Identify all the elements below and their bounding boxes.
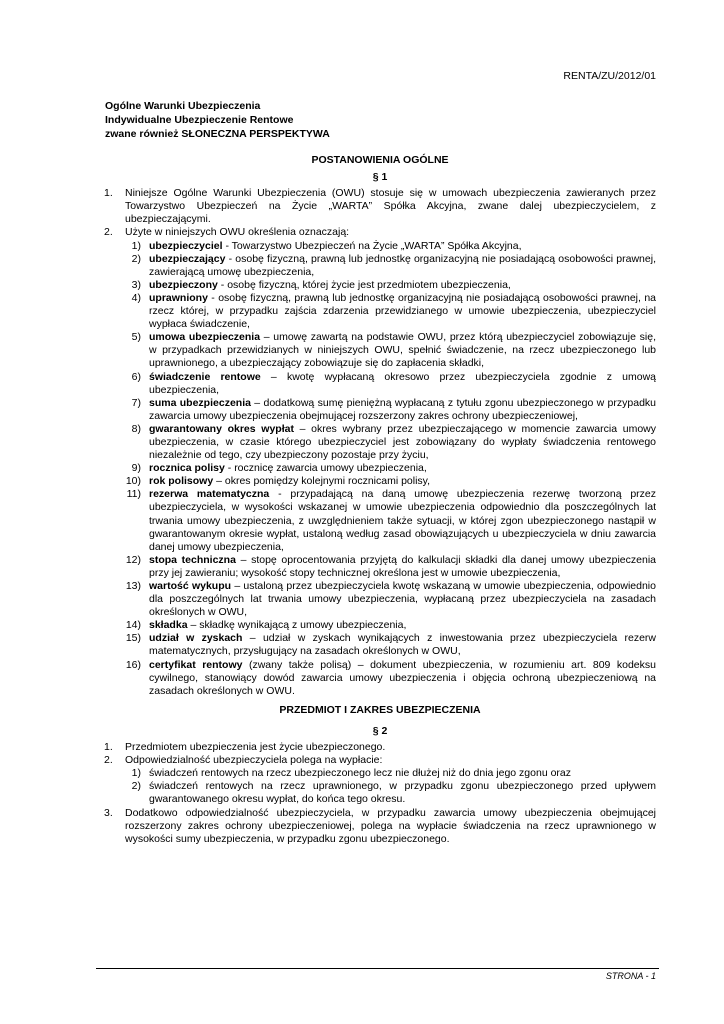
definition-number: 6) <box>131 370 141 383</box>
document-header <box>105 99 330 141</box>
definition-item <box>125 488 656 553</box>
document-body <box>104 154 656 846</box>
definition-number: 8) <box>131 422 141 435</box>
definition-text: - rocznicę zawarcia umowy ubezpieczenia, <box>224 462 427 475</box>
definition-term: uprawniony <box>149 291 208 304</box>
clause-text: Dodatkowo odpowiedzialność ubezpieczyciela, w przypadku zawarcia umowy ubezpieczenia obejmującej rozszerzony zakres ochrony ubezpieczeniowej, polega na wypłacie świadczenia na rzecz uprawnionego w wysokości sumy ubezpieczenia, w przypadku zgonu ubezpieczonego. <box>125 806 656 845</box>
definition-term: suma ubezpieczenia <box>149 396 251 409</box>
footer-divider <box>96 968 659 969</box>
paragraph-mark: § 2 <box>372 724 388 737</box>
definition-item <box>125 331 656 370</box>
definition-text: - osobę fizyczną, prawną lub jednostkę organizacyjną nie posiadającą osobowości prawnej, zawierającą umowę ubezpieczenia, <box>149 252 656 278</box>
clause-item <box>104 754 656 806</box>
definition-term: udział w zyskach <box>149 632 243 645</box>
section-title: POSTANOWIENIA OGÓLNE <box>311 154 449 166</box>
definition-text: - osobę fizyczną, prawną lub jednostkę organizacyjną nie posiadającą osobowości prawnej, na rzecz której, w przypadku zajścia zdarzenia przewidzianego w umowie ubezpieczenia, ubezpieczyciel wypłaca świadczenie, <box>149 291 656 331</box>
definition-text: - Towarzystwo Ubezpieczeń na Życie „WARTA” Spółka Akcyjna, <box>222 239 522 252</box>
definition-number: 1) <box>131 239 141 252</box>
header-line-3: zwane również SŁONECZNA PERSPEKTYWA <box>105 128 330 140</box>
definition-number: 2) <box>131 252 141 265</box>
clause-item <box>104 807 656 846</box>
definition-number: 7) <box>131 396 141 409</box>
definition-text: - osobę fizyczną, której życie jest przedmiotem ubezpieczenia, <box>217 278 511 291</box>
clause-text: Przedmiotem ubezpieczenia jest życie ubezpieczonego. <box>125 741 386 754</box>
page-number: STRONA - 1 <box>605 971 656 981</box>
definition-term: stopa techniczna <box>149 553 236 566</box>
sub-text: świadczeń rentowych na rzecz ubezpieczonego lecz nie dłużej niż do dnia jego zgonu oraz <box>149 767 572 780</box>
definition-item <box>125 554 656 580</box>
definition-text: – składkę wynikającą z umowy ubezpieczenia, <box>187 619 407 632</box>
document-reference: RENTA/ZU/2012/01 <box>563 70 656 82</box>
sub-item <box>125 780 656 806</box>
definition-number: 14) <box>125 619 141 632</box>
sub-number: 2) <box>131 780 141 793</box>
clause-text: Użyte w niniejszych OWU określenia oznaczają: <box>125 226 350 239</box>
clause-number: 2. <box>104 754 113 767</box>
definition-text: – udział w zyskach wynikających z inwestowania przez ubezpieczyciela rezerw matematycznych, przysługujący na zasadach określonych w OWU, <box>149 632 656 658</box>
clause-number: 1. <box>104 187 113 200</box>
definition-number: 3) <box>131 278 141 291</box>
definition-item <box>125 423 656 462</box>
definition-item <box>125 462 656 475</box>
definition-term: umowa ubezpieczenia <box>149 331 261 344</box>
clause-number: 1. <box>104 741 113 754</box>
definition-item <box>125 240 656 253</box>
definition-term: rok polisowy <box>149 475 214 488</box>
definition-item <box>125 475 656 488</box>
clause-item <box>104 226 656 697</box>
definition-text: – stopę oprocentowania przyjętą do kalkulacji składki dla danej umowy ubezpieczenia przy jej zawieraniu; wysokość stopy technicznej określona jest w umowie ubezpieczenia, <box>149 553 656 579</box>
definition-number: 4) <box>131 291 141 304</box>
definition-number: 12) <box>125 553 141 566</box>
definition-text: – dodatkową sumę pieniężną wypłacaną z tytułu zgonu ubezpieczonego w przypadku zawarcia umowy ubezpieczenia obejmującej rozszerzony zakres ochrony ubezpieczeniowej, <box>149 396 657 422</box>
clause-item <box>104 741 656 754</box>
sub-item <box>125 767 656 780</box>
sub-list <box>125 767 656 806</box>
definition-number: 10) <box>125 475 141 488</box>
definition-list <box>125 240 656 698</box>
definition-item <box>125 619 656 632</box>
header-line-2: Indywidualne Ubezpieczenie Rentowe <box>105 114 294 126</box>
sub-text: świadczeń rentowych na rzecz uprawnionego, w przypadku zgonu ubezpieczonego przed upływem gwarantowanego okresu wypłat, do końca tego okresu. <box>149 780 656 806</box>
definition-number: 16) <box>125 658 141 671</box>
definition-text: – okres pomiędzy kolejnymi rocznicami polisy, <box>213 475 431 488</box>
definition-text: (zwany także polisą) – dokument ubezpieczenia, w rozumieniu art. 809 kodeksu cywilnego, stanowiący dowód zawarcia umowy ubezpieczenia i objęcia ochroną ubezpieczeniową na zasadach określonych w OWU. <box>149 658 656 697</box>
definition-term: rocznica polisy <box>149 462 225 475</box>
definition-number: 9) <box>131 462 141 475</box>
definition-text: – umowę zawartą na podstawie OWU, przez którą ubezpieczyciel zobowiązuje się, w przypadkach przewidzianych w niniejszych OWU, spełnić świadczenie, na rzecz ubezpieczonego lub uprawnionego, a ubezpieczający zobowiązuje się do zapłacenia składki, <box>149 331 656 370</box>
sub-number: 1) <box>131 767 141 780</box>
definition-term: świadczenie rentowe <box>149 370 261 383</box>
clause-list <box>104 741 656 846</box>
definition-item <box>125 397 656 423</box>
definition-item <box>125 632 656 658</box>
definition-item <box>125 659 656 698</box>
definition-term: gwarantowany okres wypłat <box>149 422 294 435</box>
clause-list <box>104 187 656 698</box>
clause-number: 3. <box>104 806 113 819</box>
definition-item <box>125 371 656 397</box>
definition-number: 15) <box>125 632 141 645</box>
definition-text: – okres wybrany przez ubezpieczającego w momencie zawarcia umowy ubezpieczenia, w czasie którego ubezpieczyciel jest zobowiązany do wypłaty świadczenia rentowego niezależnie od tego, czy ubezpieczony pozostaje przy życiu, <box>149 422 656 462</box>
section-title: PRZEDMIOT I ZAKRES UBEZPIECZENIA <box>279 703 481 716</box>
definition-term: rezerwa matematyczna <box>149 488 270 501</box>
clause-number: 2. <box>104 226 113 239</box>
definition-item <box>125 580 656 619</box>
clause-item <box>104 187 656 226</box>
definition-number: 13) <box>125 580 141 592</box>
definition-term: ubezpieczyciel <box>149 239 223 252</box>
definition-term: ubezpieczający <box>149 252 226 265</box>
definition-text: – ustaloną przez ubezpieczyciela kwotę wskazaną w umowie ubezpieczenia, odpowiednio dla poszczególnych lat trwania umowy ubezpieczenia, wypłacaną przez ubezpieczyciela na zasadach określonych w OWU, <box>149 580 656 619</box>
definition-text: – kwotę wypłacaną okresowo przez ubezpieczyciela zgodnie z umową ubezpieczenia, <box>149 370 656 396</box>
definition-term: wartość wykupu <box>149 580 232 592</box>
clause-text: Niniejsze Ogólne Warunki Ubezpieczenia (OWU) stosuje się w umowach ubezpieczenia zawieranych przez Towarzystwo Ubezpieczeń na Życie „WARTA” Spółka Akcyjna, zwane dalej ubezpieczycielem, z ubezpieczającymi. <box>125 187 656 226</box>
definition-term: certyfikat rentowy <box>149 658 243 671</box>
header-line-1: Ogólne Warunki Ubezpieczenia <box>105 100 261 112</box>
definition-item <box>125 292 656 331</box>
definition-term: ubezpieczony <box>149 278 218 291</box>
definition-text: - przypadającą na daną umowę ubezpieczenia rezerwę tworzoną przez ubezpieczyciela, w wysokości wskazanej w umowie ubezpieczenia odpowiednio dla poszczególnych lat trwania umowy ubezpieczenia, z uwzględnieniem także sytuacji, w której zgon ubezpieczonego nastąpił w gwarantowanym okresie wypłat, ustaloną według zasad obowiązujących u ubezpieczyciela w dniu zawarcia danej umowy ubezpieczenia, <box>149 488 656 553</box>
definition-number: 5) <box>131 331 141 344</box>
definition-term: składka <box>149 619 188 632</box>
definition-item <box>125 279 656 292</box>
paragraph-mark: § 1 <box>372 171 388 184</box>
clause-text: Odpowiedzialność ubezpieczyciela polega na wypłacie: <box>125 754 383 767</box>
definition-item <box>125 253 656 279</box>
definition-number: 11) <box>126 488 141 501</box>
